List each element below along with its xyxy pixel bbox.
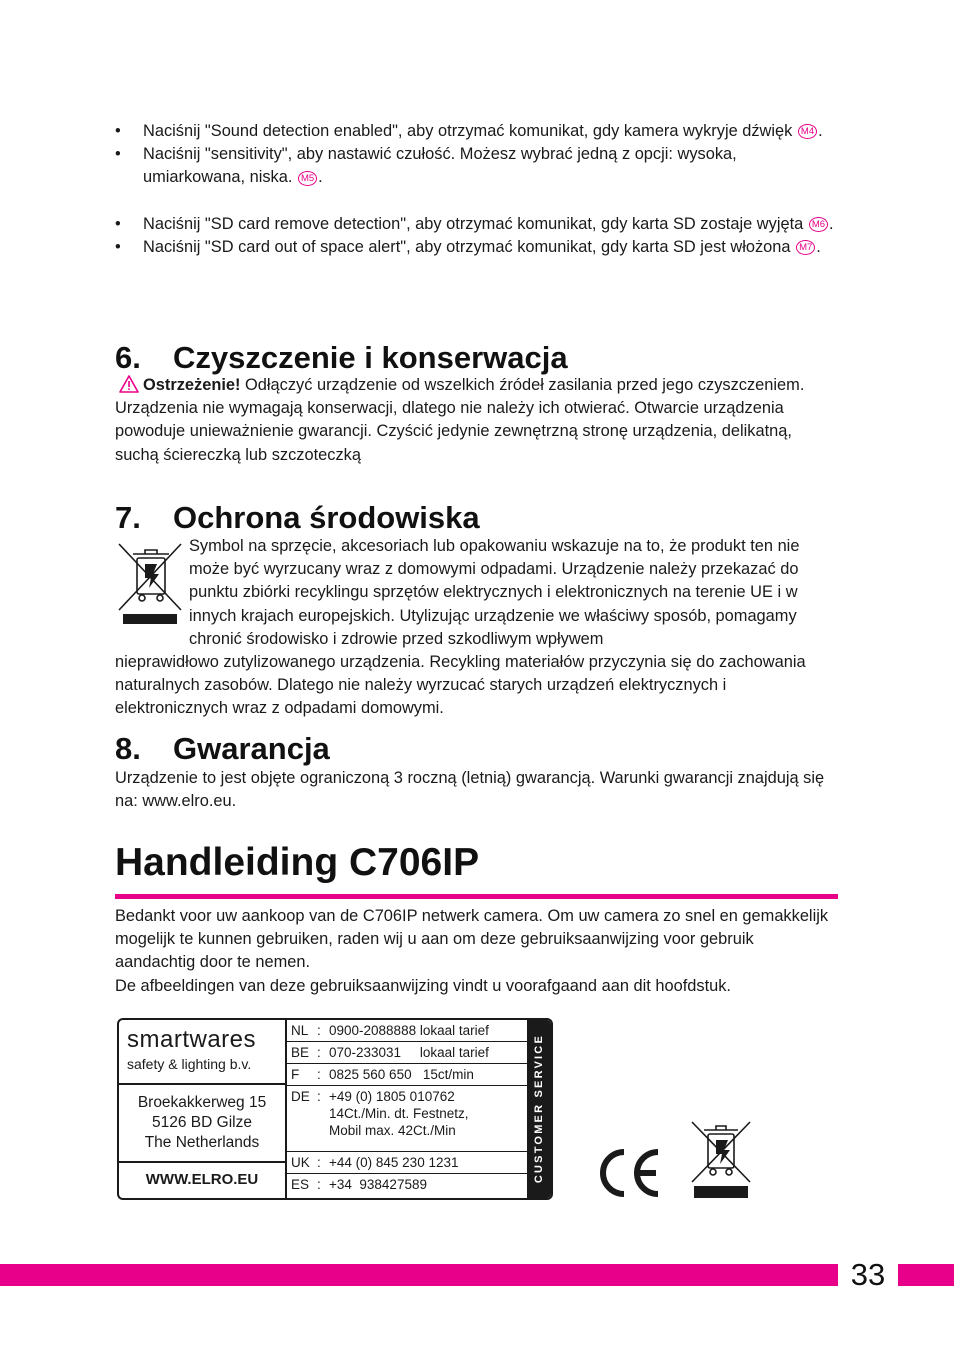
section-title: Ochrona środowiska: [173, 500, 480, 535]
footer-band: [0, 1264, 954, 1286]
list-item: • Naciśnij "Sound detection enabled", aby otrzymać komunikat, gdy kamera wykryje dźwięk M4 .: [115, 120, 835, 143]
bullet-list: [115, 120, 835, 259]
section-number: 6.: [115, 340, 141, 375]
paragraph: Urządzenie to jest objęte ograniczoną 3 roczną (letnią) gwarancją. Warunki gwarancji znajdują się na: www.elro.eu.: [115, 769, 825, 811]
brand-logo: smartwares: [127, 1026, 257, 1053]
weee-bin-icon: [690, 1120, 752, 1207]
title-divider: [115, 894, 838, 899]
paragraph: nieprawidłowo zutylizowanego urządzenia. Recykling materiałów przyczynia się do zachowania naturalnych zasobów. Dlatego nie należy wyrzucać starych urządzeń elektrycznych i elektronicznych wraz z odpadami domowymi.: [115, 653, 806, 718]
website-link[interactable]: WWW.ELRO.EU: [145, 1171, 259, 1188]
list-item: • Naciśnij "SD card out of space alert", aby otrzymać komunikat, gdy karta SD jest włożona M7 .: [115, 236, 835, 259]
warning-triangle-icon: [119, 375, 139, 400]
marker-badge: M7: [796, 240, 815, 255]
section-body-cleaning: [115, 374, 835, 467]
paragraph: Urządzenia nie wymagają konserwacji, dlatego nie należy ich otwierać. Otwarcie urządzenia powoduje unieważnienie gwarancji. Czyścić jedynie zewnętrzną stronę urządzenia, delikatną, suchą ściereczką lub szczoteczką: [115, 399, 792, 464]
paragraph: Bedankt voor uw aankoop van de C706IP netwerk camera. Om uw camera zo snel en gemakkelijk mogelijk te kunnen gebruiken, raden wij u aan om deze gebruiksaanwijzing voor gebruik aandachtig door te nemen.: [115, 907, 829, 972]
table-row: BE : 070-233031 lokaal tarief: [287, 1042, 527, 1064]
section-heading-warranty: [115, 731, 330, 767]
table-row: NL : 0900-2088888 lokaal tarief: [287, 1020, 527, 1042]
card-company-panel: [119, 1020, 287, 1198]
manual-title: Handleiding C706IP: [115, 841, 480, 884]
company-address: Broekakkerweg 15 5126 BD Gilze The Netherlands: [119, 1085, 285, 1163]
paragraph: De afbeeldingen van deze gebruiksaanwijzing vindt u voorafgaand aan dit hoofdstuk.: [115, 976, 731, 995]
list-item: • Naciśnij "SD card remove detection", aby otrzymać komunikat, gdy karta SD zostaje wyjęta M6 .: [115, 213, 835, 236]
paragraph: Symbol na sprzęcie, akcesoriach lub opakowaniu wskazuje na to, że produkt ten nie może być wyrzucany wraz z domowymi odpadami. Urządzenie należy przekazać do punktu zbiórki recyklingu sprzętów elektrycznych i elektronicznych na terenie UE i w innych krajach europejskich. Utylizując urządzenie we właściwy sposób, pomagamy chronić środowisko i zdrowie przed szkodliwym wpływem: [189, 537, 800, 648]
list-item: • Naciśnij "sensitivity", aby nastawić czułość. Możesz wybrać jedną z opcji: wysoka, umiarkowana, niska. M5 .: [115, 143, 835, 189]
weee-bin-icon: [115, 540, 185, 630]
customer-service-label: CUSTOMER SERVICE: [527, 1020, 551, 1198]
section-title: Czyszczenie i konserwacja: [173, 340, 568, 375]
table-row: F : 0825 560 650 15ct/min: [287, 1064, 527, 1086]
page-number: 33: [838, 1258, 898, 1292]
section-number: 8.: [115, 731, 141, 766]
customer-service-card: [117, 1018, 553, 1200]
phone-table: [287, 1020, 527, 1198]
spacer: [115, 190, 835, 213]
table-row: ES : +34 938427589: [291, 1177, 427, 1192]
section-number: 7.: [115, 500, 141, 535]
intro-text: [115, 905, 835, 998]
warning-paragraph: Ostrzeżenie! Odłączyć urządzenie od wszelkich źródeł zasilania przed jego czyszczeniem.: [115, 374, 835, 397]
ce-mark-icon: [598, 1148, 662, 1205]
section-title: Gwarancja: [173, 731, 330, 766]
marker-badge: M6: [809, 217, 828, 232]
section-heading-cleaning: [115, 340, 568, 376]
brand-subtitle: safety & lighting b.v.: [127, 1056, 252, 1072]
warning-label: Ostrzeżenie!: [143, 376, 241, 394]
section-heading-environment: [115, 500, 480, 536]
marker-badge: M5: [298, 171, 317, 186]
table-row: DE : +49 (0) 1805 010762 14Ct./Min. dt. Festnetz, Mobil max. 42Ct./Min: [287, 1086, 527, 1152]
table-row: UK : +44 (0) 845 230 1231: [287, 1152, 527, 1174]
marker-badge: M4: [798, 124, 817, 139]
